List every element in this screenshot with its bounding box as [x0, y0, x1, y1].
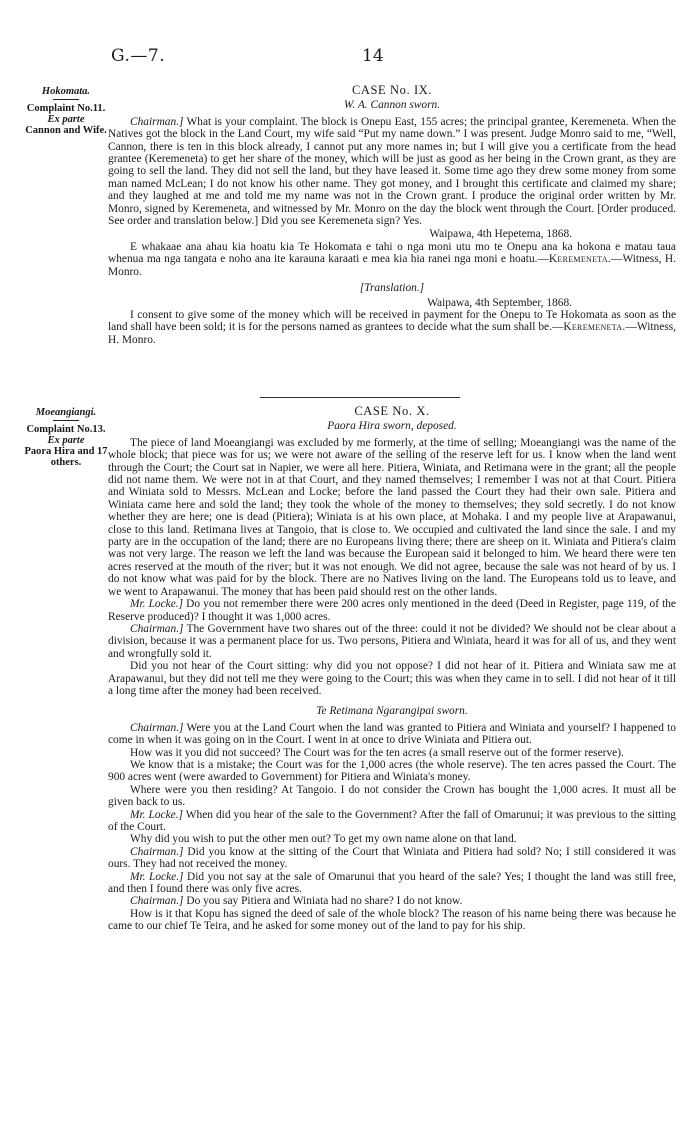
speaker-label: Chairman.] — [130, 721, 184, 734]
page-number: 14 — [362, 46, 384, 66]
maori-order-text: E whakaae ana ahau kia hoatu kia Te Hokomata e tahi o nga moni utu mo te Onepu ana ka hokona e matau taua whenua ma nga tangata e noho ana ite karauna karaati e mea kia hia ranei nga moni e hoatu.— — [108, 240, 676, 266]
speaker-label: Mr. Locke.] — [130, 808, 183, 821]
testimony-text: Do you not remember there were 200 acres only mentioned in the deed (Deed in Register, page 119, of the Reserve produced)? I thought it was 1,000 acres. — [108, 598, 676, 623]
speaker-label: Chairman.] — [130, 622, 184, 635]
sidenote-ex-parte: Ex parte — [47, 435, 85, 446]
english-order-text: I consent to give some of the money which will be received in payment for the Onepu to Te Hokomata as soon as the land shall have been sold; it is for the persons named as grantees to decide what the sum shall be.— — [108, 308, 676, 334]
testimony-text: Did you know at the sitting of the Court that Winiata and Pitiera had sold? No; I still considered it was ours. They had not received the money. — [108, 845, 676, 871]
case10-paragraph-4: Did you not hear of the Court sitting: why did you not oppose? I did not hear of it. Pitiera and Winiata saw me at Arapawanui, but they did not tell me they were going to the Court; this was when they came in to sell. I did not hear of it till a long time after the money had been received. — [108, 660, 676, 697]
testimony-text: The Government have two shares out of the three: could it not be divided? We should not be clear about a division, because it was a permanent place for us. Two persons, Pitiera and Winiata, heard it was for all of us, and they went and wrongfully sold it. — [108, 622, 676, 660]
series-header: G.—7. — [111, 46, 166, 66]
section-divider — [260, 397, 460, 398]
case9-english-order — [108, 309, 676, 346]
case10-q3: We know that is a mistake; the Court was for the 1,000 acres (the whole reserve). The ten acres passed the Court. The 900 acres went (were awarded to Government) for Pitiera and Winiata's money. — [108, 758, 676, 784]
case10-q8 — [108, 871, 676, 896]
case9-maori-order — [108, 241, 676, 278]
speaker-label: Chairman.] — [130, 895, 184, 908]
case10-q2: How was it you did not succeed? The Court was for the ten acres (a small reserve out of the former reserve). — [130, 746, 624, 759]
maori-witness: —Witness, H. Monro. — [108, 253, 676, 278]
case10-witness: Paora Hira sworn, deposed. — [327, 420, 457, 433]
case10-paragraph-3 — [108, 623, 676, 660]
case10-q10: How is it that Kopu has signed the deed of sale of the whole block? The reason of his name being there was because he came to our chief Te Teira, and he asked for some money out of the land to pay for his ship. — [108, 907, 676, 933]
case9-section — [108, 84, 676, 346]
case10-witness-2: Te Retimana Ngarangipai sworn. — [316, 705, 468, 718]
sidenote-complaint: Complaint No.13. — [26, 424, 106, 435]
case10-section — [108, 405, 676, 933]
case10-q6: Why did you wish to put the other men out? To get my own name alone on that land. — [130, 833, 517, 846]
testimony-text: Were you at the Land Court when the land was granted to Pitiera and Winiata and yourself? I happened to come in when it was going on in the Court. I went in at once to drive Winiata and Pitiera out. — [108, 721, 676, 747]
case10-q1 — [108, 722, 676, 747]
case9-paragraph — [108, 116, 676, 228]
case10-q5 — [108, 809, 676, 834]
case10-sidenote — [14, 407, 118, 468]
case9-witness: W. A. Cannon sworn. — [343, 99, 441, 112]
case9-date-english: Waipawa, 4th September, 1868. — [427, 296, 572, 309]
case10-title: CASE No. X. — [354, 404, 430, 418]
case10-q9 — [108, 895, 676, 907]
sidenote-ex-parte: Ex parte — [47, 114, 85, 125]
english-signature: Keremeneta. — [563, 321, 626, 334]
sidenote-rule — [53, 420, 79, 421]
testimony-text: Do you say Pitiera and Winiata had no share? I do not know. — [186, 895, 463, 908]
testimony-text: Did you not say at the sale of Omarunui that you heard of the sale? Yes; I thought the land was still free, and then I found there was only five acres. — [108, 870, 676, 896]
sidenote-rule — [53, 99, 79, 100]
maori-signature: Keremeneta. — [548, 253, 612, 266]
speaker-label: Mr. Locke.] — [130, 870, 184, 883]
sidenote-place: Hokomata. — [41, 86, 91, 97]
case9-date-maori: Waipawa, 4th Hepetema, 1868. — [429, 228, 572, 241]
sidenote-complaint: Complaint No.11. — [26, 103, 106, 114]
case10-paragraph-1: The piece of land Moeangiangi was excluded by me formerly, at the time of selling; Moeangiangi was the name of the whole block; that piece was for us; we were not aware of the selling of the reserve left for us. I know when the land went through the Court; the Court sat in Napier, we were all here. Pitiera, Winiata, and Retimana were in the grant; all the people did not name them. We were not in at that Court, and they named themselves; I remember I was not at that Court. Pitiera and Winiata sold to Messrs. McLean and Locke; before the land passed the Court they had their own sale. Pitiera and Winiata came here and sold the land; they took the whole of the money to themselves; they sold secretly. I do not know whether they are here; one is dead (Pitiera); Winiata is at his own place, at Mohaka. I and my people live at Arapawanui, close to this land. Retimana lives at Tangoio, that is close to. We occupied and cultivated the land since the sale. I and my party are in the occupation of the land; there are no Europeans living there; there are sheep on it. Winiata and Pitiera's claim was not very large. The reason we left the land was because the European said it belonged to him. We heard there were ten acres reserved at the mouth of the river; but it was not enough. We did not agree, because the sale was not heard of by us. I do not know what was paid for by the block. There are no Natives living on the land. The Europeans told us to leave, and we went to Arapawanui. The money that has been paid should rest on the other lands. — [108, 436, 676, 598]
testimony-text: When did you hear of the sale to the Government? After the fall of Omarunui; it was previous to the sitting of the Court. — [108, 808, 676, 833]
speaker-label: Mr. Locke.] — [130, 598, 184, 611]
case10-q4: Where were you then residing? At Tangoio. I do not consider the Crown has bought the 1,000 acres. It must all be given back to us. — [108, 783, 676, 809]
sidenote-party: Cannon and Wife. — [25, 125, 107, 136]
case9-title: CASE No. IX. — [351, 83, 433, 97]
speaker-label: Chairman.] — [130, 845, 184, 858]
speaker-label: Chairman.] — [130, 115, 184, 128]
english-witness: —Witness, H. Monro. — [108, 321, 676, 346]
sidenote-place: Moeangiangi. — [35, 407, 97, 418]
case9-sidenote — [14, 86, 118, 136]
case10-paragraph-2 — [108, 598, 676, 623]
translation-label: [Translation.] — [359, 282, 425, 295]
sidenote-party: Paora Hira and 17 others. — [24, 446, 108, 468]
case10-q7 — [108, 846, 676, 871]
case9-testimony: What is your complaint. The block is Onepu East, 155 acres; the principal grantee, Keremeneta. When the Natives got the block in the Land Court, my wife said “Put my name down.” I was present. Judge Monro said to me, “Well, Cannon, there is ten in this block already, I cannot put any more names in; but I will give you a certificate from the head grantee (Keremeneta) to get her share of the money, which will be just as good as her being in the Crown grant, as they are going to sell the land. They did not sell the land, but they have leased it. Some time ago they drew some money from some man named McLean; I do not know his other name. They got money, and I brought this certificate and claimed my share; and they laughed at me and told me my name was not in the Crown grant. I produce the original order written by Mr. Monro, signed by Keremeneta, and witnessed by Mr. Monro on the day the block went through the Court. [Order produced. See order and translation below.] Did you see Keremeneta sign? Yes. — [108, 115, 676, 228]
